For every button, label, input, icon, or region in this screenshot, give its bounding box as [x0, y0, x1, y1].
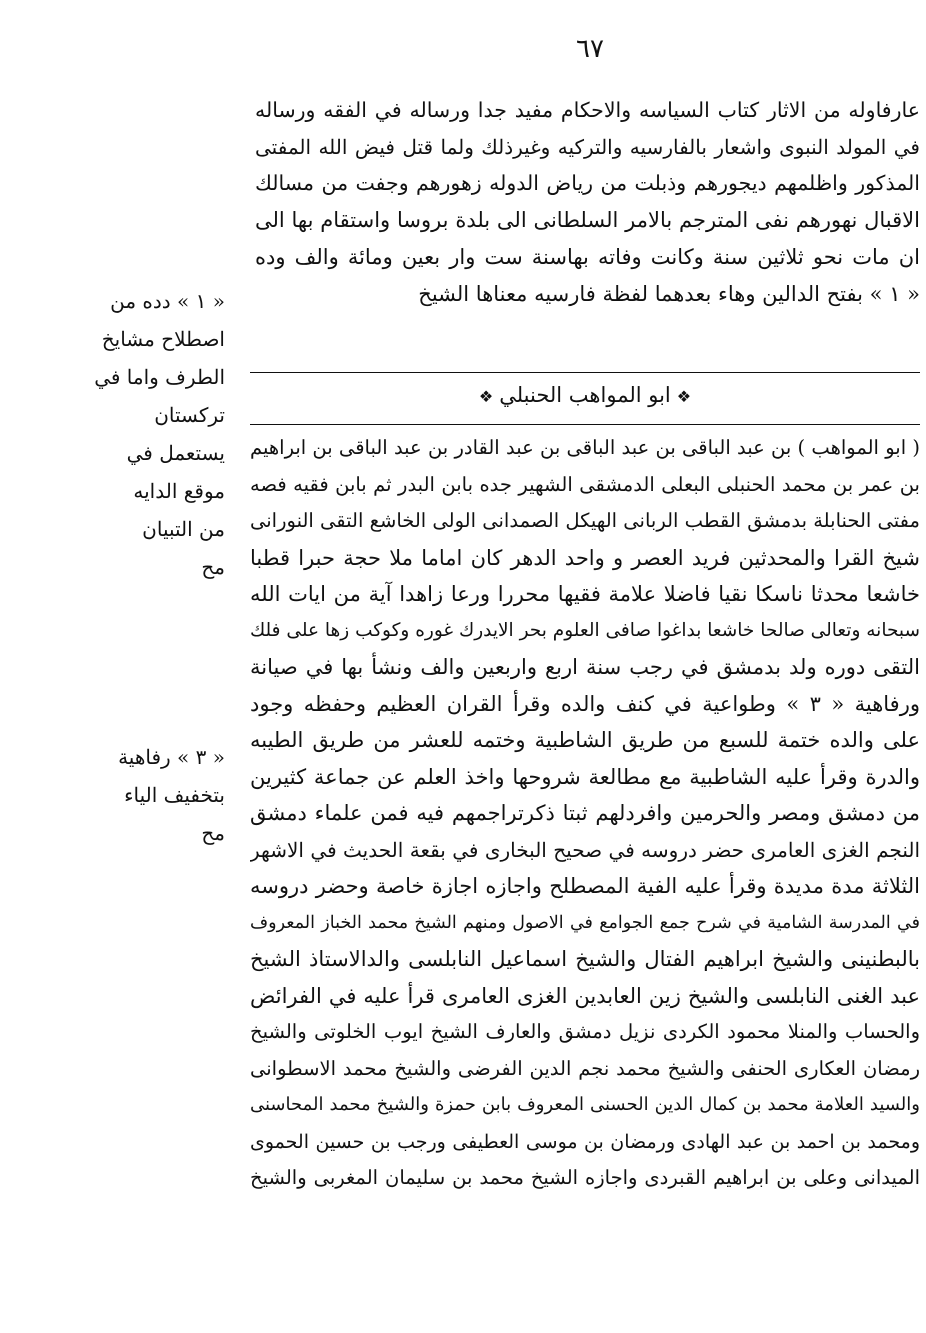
- ornament-icon: ❖: [478, 387, 494, 406]
- text-line: سبحانه وتعالى صالحا خاشعا بداغوا صافى العلوم بحر الايدرك غوره وكوكب زها على فلك: [250, 619, 920, 641]
- text-line: النجم الغزى العامرى حضر دروسه في صحيح البخارى في بقعة الحديث في الاشهر: [250, 837, 920, 862]
- margin-note-line: الطرف واما في تركستان: [94, 365, 225, 427]
- text-line: ومحمد بن احمد بن عبد الهادى ورمضان بن موسى العطيفى ورجب بن حسين الحموى: [250, 1130, 920, 1153]
- text-line: عارفاوله من الاثار كتاب السياسه والاحكام مفيد جدا ورساله في الفقه ورساله: [255, 98, 920, 122]
- text-line: في المدرسة الشامية في شرح جمع الجوامع في الاصول ومنهم الشيخ محمد الخباز المعروف: [250, 912, 920, 933]
- footnote-line: « ١ » بفتح الدالين وهاء بعدهما لفظة فارسيه معناها الشيخ: [418, 281, 920, 306]
- section-heading: [250, 383, 920, 407]
- section-divider-bottom: [250, 424, 920, 425]
- text-line: خاشعا محدثا ناسكا نقيا فاضلا علامة فقيها محررا ورعا زاهدا آية من ايات الله: [250, 582, 920, 606]
- text-line: بالبطنينى والشيخ ابراهيم الفتال والشيخ اسماعيل النابلسى والدالاستاذ الشيخ: [250, 947, 920, 971]
- ornament-icon: ❖: [676, 387, 692, 406]
- margin-note-signature: مح: [201, 821, 225, 845]
- margin-note-line: « ١ » دده من: [110, 289, 225, 313]
- text-line: ورفاهية « ٣ » وطواعية في كنف والده وقرأ القران العظيم وحفظه وجود: [250, 691, 920, 716]
- margin-note-line: بتخفيف الياء: [124, 783, 225, 807]
- text-line: شيخ القرا والمحدثين فريد العصر و واحد الدهر كان اماما ملا حجة حبرا قطبا: [250, 545, 920, 570]
- biography-text: [250, 430, 920, 1197]
- text-line: ( ابو المواهب ) بن عبد الباقى بن عبد الباقى بن عبد القادر بن عبد الباقى بن ابراهيم: [250, 436, 920, 459]
- text-line: ان مات نحو ثلاثين سنة وكانت وفاته بهاسنة ست وار بعين ومائة والف وده: [255, 244, 920, 269]
- text-line: الميدانى وعلى بن ابراهيم القبردى واجازه الشيخ محمد بن سليمان المغربى والشيخ: [250, 1166, 920, 1189]
- page-number: ٦٧: [576, 34, 604, 64]
- text-line: التقى دوره ولد بدمشق في رجب سنة اربع واربعين والف ونشأ بها في صيانة: [250, 655, 920, 679]
- margin-note-line: يستعمل في: [126, 441, 225, 465]
- margin-note: [25, 282, 225, 586]
- margin-note-line: موقع الدايه: [133, 479, 225, 503]
- margin-note-line: من التبيان: [142, 517, 225, 541]
- text-line: في المولد النبوى واشعار بالفارسيه والتركيه وغيرذلك ولما قتل فيض الله المفتى: [255, 134, 920, 159]
- margin-note-line: « ٣ » رفاهية: [118, 745, 225, 769]
- text-line: والحساب والمنلا محمود الكردى نزيل دمشق والعارف الشيخ ايوب الخلوتى والشيخ: [250, 1020, 920, 1043]
- text-line: والدرة وقرأ عليه الشاطبية مع مطالعة شروحها واخذ العلم عن جماعة كثيرين: [250, 764, 920, 789]
- margin-note-signature: مح: [201, 555, 225, 579]
- text-line: مفتى الحنابلة بدمشق القطب الربانى الهيكل الصمدانى الولى الخاشع التقى النورانى: [250, 509, 920, 532]
- text-line: الثلاثة مدة مديدة وقرأ عليه الفية المصطلح واجازه اجازة خاصة وحضر دروسه: [250, 874, 920, 898]
- margin-note-line: اصطلاح مشايخ: [101, 327, 225, 351]
- text-line: المذكور واظلمهم ديجورهم وذبلت من رياض الدوله زهورهم وجفت من مسالك: [255, 171, 920, 196]
- previous-entry-text: [255, 92, 920, 312]
- section-title: ابو المواهب الحنبلي: [499, 383, 671, 407]
- text-line: بن عمر بن محمد الحنبلى البعلى الدمشقى الشهير جده بابن البدر ثم بابن فقيه فصه: [250, 472, 920, 496]
- text-line: والسيد العلامة محمد بن كمال الدين الحسنى المعروف بابن حمزة والشيخ محمد المحاسنى: [250, 1094, 920, 1115]
- text-line: من دمشق ومصر والحرمين وافردلهم ثبتا ذكرتراجمهم فيه فمن علماء دمشق: [250, 801, 920, 825]
- text-line: الاقبال نهورهم نفى المترجم بالامر السلطانى الى بلدة بروسا واستقام بها الى: [255, 208, 920, 233]
- text-line: رمضان العكارى الحنفى والشيخ محمد نجم الدين الفرضى والشيخ محمد الاسطوانى: [250, 1056, 920, 1080]
- margin-note: [25, 738, 225, 852]
- text-line: على والده ختمة للسبع من طريق الشاطبية وختمه للعشر من طريق الطيبه: [250, 728, 920, 752]
- section-divider-top: [250, 372, 920, 373]
- text-line: عبد الغنى النابلسى والشيخ زين العابدين الغزى العامرى قرأ عليه في الفرائض: [250, 983, 920, 1008]
